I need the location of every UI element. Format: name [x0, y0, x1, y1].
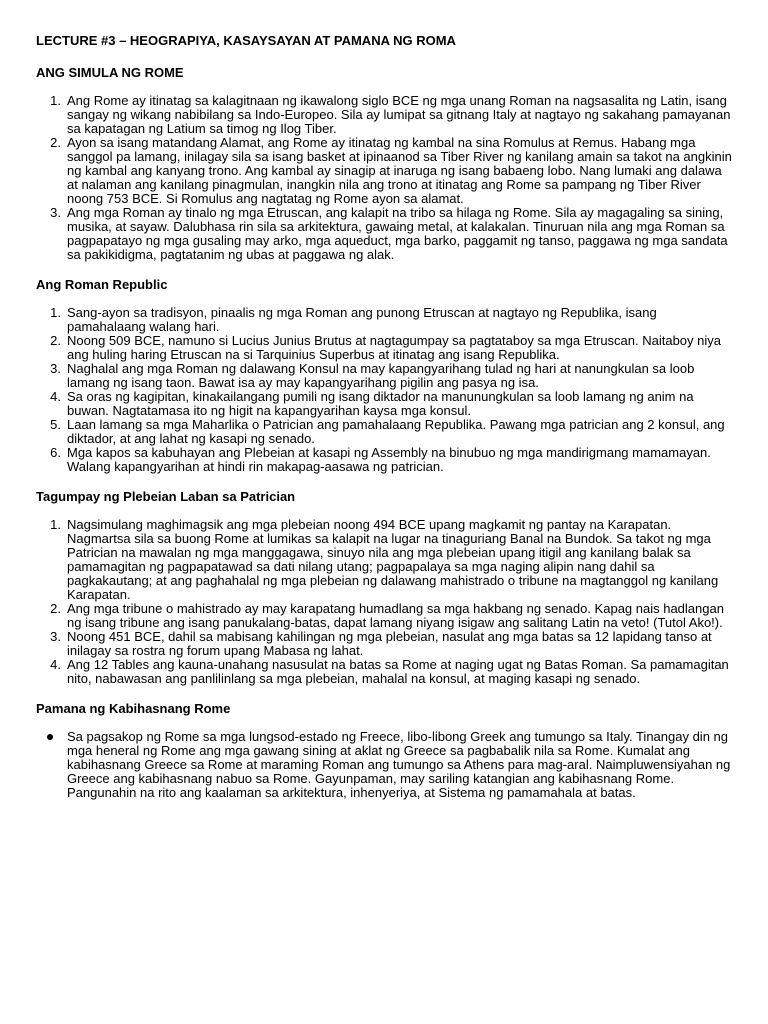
section-pamana-ng-kabihasnang-rome	[36, 701, 732, 800]
item-text: Laan lamang sa mga Maharlika o Patrician ang pamahalaang Republika. Pawang mga patrician ang 2 konsul, ang diktador, at ang lahat ng kasapi ng senado.	[67, 417, 725, 446]
item-number: 2.	[50, 135, 61, 150]
item-text: Sa oras ng kagipitan, kinakailangang pumili ng isang diktador na manunungkulan sa loob lamang ng anim na buwan. Nagtatamasa ito ng higit na kapangyarihan kaysa mga konsul.	[67, 389, 694, 418]
list-item	[36, 730, 732, 800]
list-item	[36, 602, 732, 630]
item-number: 1.	[50, 93, 61, 108]
item-number: 3.	[50, 205, 61, 220]
item-text: Ang mga Roman ay tinalo ng mga Etruscan, ang kalapit na tribo sa hilaga ng Rome. Sila ay magagaling sa sining, musika, at sayaw. Dalubhasa rin sila sa arkitektura, gawaing metal, at kalakalan. Tinuruan nila ang mga Roman sa pagpapatayo ng mga gusaling may arko, mga aqueduct, mga barko, paggamit ng tanso, paggawa ng mga sandata sa pakikidigma, pagtatanim ng ubas at paggawa ng alak.	[67, 205, 728, 262]
item-text: Naghalal ang mga Roman ng dalawang Konsul na may kapangyarihang tulad ng hari at nanungkulan sa loob lamang ng isang taon. Bawat isa ay may kapangyarihang pigilin ang pasya ng isa.	[67, 361, 695, 390]
section-tagumpay-ng-plebeian	[36, 489, 732, 686]
list-item	[36, 658, 732, 686]
item-number: 5.	[50, 417, 61, 432]
item-number: 3.	[50, 629, 61, 644]
list-item	[36, 362, 732, 390]
list-item	[36, 518, 732, 602]
item-text: Sa pagsakop ng Rome sa mga lungsod-estado ng Freece, libo-libong Greek ang tumungo sa Italy. Tinangay din ng mga heneral ng Rome ang mga gawang sining at aklat ng Greece sa pagbabalik nila sa Rome. Kumalat ang kabihasnang Greece sa Rome at maraming Roman ang tumungo sa Athens para mag-aral. Naimpluwensiyahan ng Greece ang kabihasnang nabuo sa Rome. Gayunpaman, may sariling katangian ang kabihasnang Rome. Pangunahin na rito ang kaalaman sa arkitektura, inhenyeriya, at Sistema ng pamamahala at batas.	[67, 729, 731, 800]
item-number: 2.	[50, 333, 61, 348]
numbered-list	[36, 306, 732, 474]
item-text: Ang mga tribune o mahistrado ay may karapatang humadlang sa mga hakbang ng senado. Kapag nais hadlangan ng isang tribune ang isang panukalang-batas, dapat lamang niyang isigaw ang salitang Latin na veto! (Tutol Ako!).	[67, 601, 724, 630]
section-heading: Ang Roman Republic	[36, 277, 168, 292]
list-item	[36, 418, 732, 446]
item-number: 4.	[50, 657, 61, 672]
list-item	[36, 334, 732, 362]
section-heading: Tagumpay ng Plebeian Laban sa Patrician	[36, 489, 296, 504]
item-text: Ang 12 Tables ang kauna-unahang nasusulat na batas sa Rome at naging ugat ng Batas Roman. Sa pamamagitan nito, nabawasan ang panlilinlang sa mga plebeian, mahalal na konsul, at maging kasapi ng senado.	[67, 657, 729, 686]
item-number: 2.	[50, 601, 61, 616]
list-item	[36, 446, 732, 474]
numbered-list	[36, 518, 732, 686]
item-number: 4.	[50, 389, 61, 404]
item-text: Ang Rome ay itinatag sa kalagitnaan ng ikawalong siglo BCE ng mga unang Roman na nagsasalita ng Latin, isang sangay ng wikang nabibilang sa Indo-Europeo. Sila ay lumipat sa gitnang Italy at nagtayo ng sakahang pamayanan sa kapatagan ng Latium sa timog ng Ilog Tiber.	[67, 93, 731, 136]
section-heading: Pamana ng Kabihasnang Rome	[36, 701, 231, 716]
list-item	[36, 390, 732, 418]
item-number: 1.	[50, 305, 61, 320]
item-text: Mga kapos sa kabuhayan ang Plebeian at kasapi ng Assembly na binubuo ng mga mandirigmang mamamayan. Walang kapangyarihan at hindi rin makapag-aasawa ng patrician.	[67, 445, 711, 474]
section-heading: ANG SIMULA NG ROME	[36, 65, 184, 80]
item-text: Noong 509 BCE, namuno si Lucius Junius Brutus at nagtagumpay sa pagtataboy sa mga Etruscan. Naitaboy niya ang huling haring Etruscan na si Tarquinius Superbus at itinatag ang isang Republika.	[67, 333, 721, 362]
list-item	[36, 94, 732, 136]
section-ang-roman-republic	[36, 277, 732, 474]
list-item	[36, 136, 732, 206]
document-title: LECTURE #3 – HEOGRAPIYA, KASAYSAYAN AT PAMANA NG ROMA	[36, 33, 456, 48]
item-text: Ayon sa isang matandang Alamat, ang Rome ay itinatag ng kambal na sina Romulus at Remus. Habang mga sanggol pa lamang, inilagay sila sa isang basket at ipinaanod sa Tiber River ng kanilang amain sa takot na angkinin ng kambal ang kanyang trono. Ang kambal ay sinagip at inaruga ng isang babaeng lobo. Nang lumaki ang dalawa at nalaman ang kanilang pinagmulan, inangkin nila ang trono at itinatag ang Rome sa pampang ng Tiber River noong 753 BCE. Si Romulus ang nagtatag ng Rome ayon sa alamat.	[67, 135, 732, 206]
numbered-list	[36, 94, 732, 262]
item-text: Sang-ayon sa tradisyon, pinaalis ng mga Roman ang punong Etruscan at nagtayo ng Republika, isang pamahalaang walang hari.	[67, 305, 657, 334]
bullet-icon	[47, 734, 53, 740]
item-number: 6.	[50, 445, 61, 460]
list-item	[36, 206, 732, 262]
item-number: 3.	[50, 361, 61, 376]
list-item	[36, 306, 732, 334]
list-item	[36, 630, 732, 658]
item-text: Noong 451 BCE, dahil sa mabisang kahilingan ng mga plebeian, nasulat ang mga batas sa 12 lapidang tanso at inilagay sa rostra ng forum upang Mabasa ng lahat.	[67, 629, 712, 658]
bulleted-list	[36, 730, 732, 800]
item-number: 1.	[50, 517, 61, 532]
item-text: Nagsimulang maghimagsik ang mga plebeian noong 494 BCE upang magkamit ng pantay na Karapatan. Nagmartsa sila sa buong Rome at lumikas sa kalapit na lugar na tinaguriang Banal na Bundok. Sa takot ng mga Patrician na mawalan ng mga manggagawa, sinuyo nila ang mga plebeian upang itigil ang kanilang balak sa pamamagitan ng pagpapatawad sa dati nilang utang; pagpapalaya sa mga naging alipin nang dahil sa pagkakautang; at ang paghahalal ng mga plebeian ng dalawang mahistrado o tribune na magtanggol ng kanilang Karapatan.	[67, 517, 719, 602]
section-ang-simula-ng-rome	[36, 65, 732, 262]
